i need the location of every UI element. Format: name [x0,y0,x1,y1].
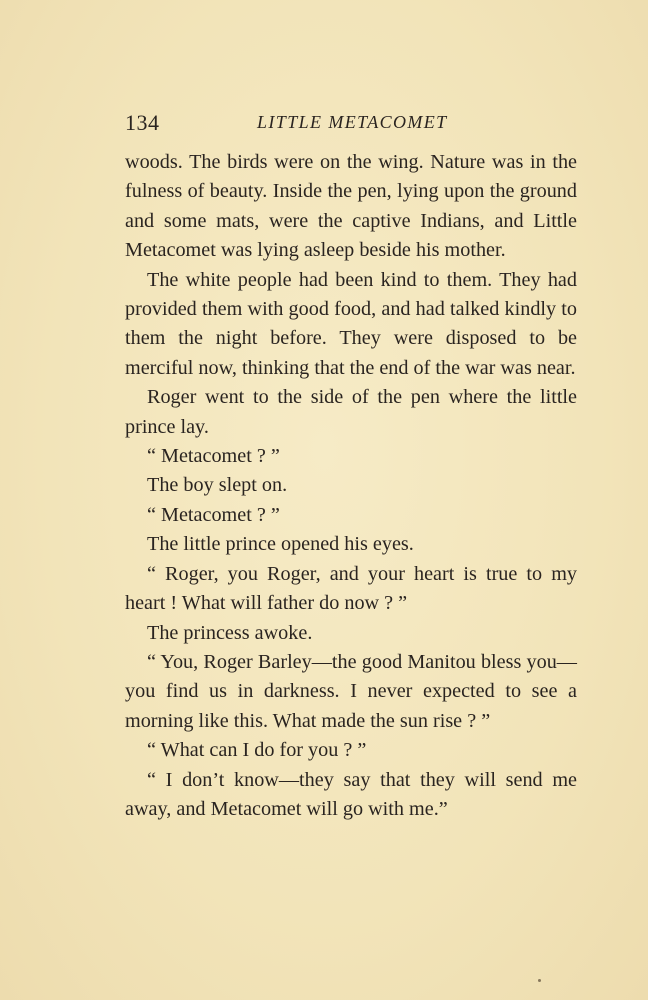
page-number: 134 [125,110,160,135]
paragraph: The white people had been kind to them. They had provided them with good food, and had talked kindly to them the night before. They were disposed to be merciful now, thinking that the end of the war was near. [125,268,577,379]
paragraph: The princess awoke. [147,621,313,644]
paragraph: The boy slept on. [147,474,288,497]
paper-speck [538,979,541,982]
paragraph: “ What can I do for you ? ” [147,739,367,762]
paragraph: “ You, Roger Barley—the good Manitou bless you—you find us in darkness. I never expected to see a morning like this. What made the sun rise ? ” [125,650,577,732]
paragraph: woods. The birds were on the wing. Nature was in the fulness of beauty. Inside the pen, lying upon the ground and some mats, were the captive Indians, and Little Metacomet was lying asleep beside his mother. [125,151,577,262]
paragraph: “ Metacomet ? ” [147,445,280,468]
paragraph: The little prince opened his eyes. [147,533,414,556]
running-title: LITTLE METACOMET [257,112,448,132]
paragraph: Roger went to the side of the pen where the little prince lay. [125,386,577,438]
paragraph: “ Roger, you Roger, and your heart is true to my heart ! What will father do now ? ” [125,562,577,615]
paragraph: “ I don’t know—they say that they will send me away, and Metacomet will go with me.” [125,768,577,820]
paragraph: “ Metacomet ? ” [147,503,280,526]
body-text [125,148,577,824]
page-header [125,110,579,140]
